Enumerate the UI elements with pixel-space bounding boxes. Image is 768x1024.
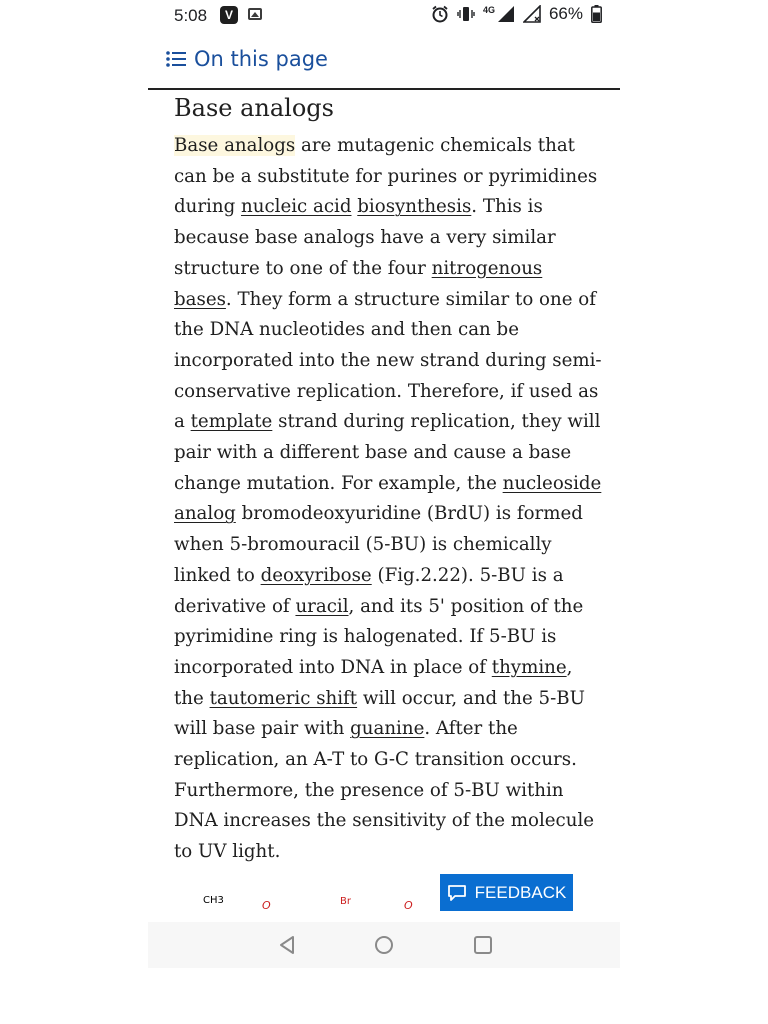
- on-this-page-label: On this page: [194, 47, 328, 71]
- article-link[interactable]: nucleic acid: [241, 196, 352, 218]
- article-paragraph: [174, 131, 604, 868]
- paragraph-text: strand during replication, they will pair with a different base and cause a base change mutation. For example, the: [174, 411, 601, 494]
- highlighted-term: Base analogs: [174, 135, 296, 156]
- signal-icon: [497, 5, 515, 23]
- article-link[interactable]: nitrogenous bases: [174, 257, 543, 310]
- status-bar: [148, 0, 620, 32]
- image-notification-icon: [248, 8, 262, 20]
- battery-percent: 66%: [548, 4, 583, 23]
- recents-icon[interactable]: [472, 934, 494, 956]
- paragraph-text: . After the replication, an A-T to G-C transition occurs. Furthermore, the presence of 5-BU within DNA increases the sensitivity of the molecule to UV light.: [174, 718, 595, 863]
- feedback-button[interactable]: [440, 874, 573, 911]
- system-nav-bar: [148, 922, 620, 968]
- article-link[interactable]: thymine: [491, 656, 567, 678]
- paragraph-text: will occur, and the 5-BU will base pair with: [174, 687, 585, 740]
- article-link[interactable]: template: [190, 411, 273, 433]
- paragraph-text: . This is because base analogs have a very similar structure to one of the four: [174, 196, 556, 279]
- status-time: 5:08: [174, 6, 208, 25]
- list-icon: [166, 50, 186, 68]
- vibrate-icon: [457, 6, 475, 22]
- home-icon[interactable]: [373, 934, 395, 956]
- paragraph-text: are mutagenic chemicals that can be a substitute for purines or pyrimidines during: [174, 135, 598, 218]
- feedback-icon: [447, 884, 467, 902]
- paragraph-text: bromodeoxyuridine (BrdU) is formed when 5-bromouracil (5-BU) is chemically linked to: [174, 503, 583, 586]
- header-divider: [148, 88, 620, 90]
- paragraph-text: . They form a structure similar to one of the DNA nucleotides and then can be incorporated into the new strand during semi-conservative replication. Therefore, if used as a: [174, 288, 602, 433]
- figure-label-bromine: Br: [340, 896, 351, 907]
- phone-screen: [148, 0, 620, 968]
- paragraph-text: , the: [174, 656, 573, 709]
- feedback-label: FEEDBACK: [474, 882, 567, 902]
- figure-label-methyl: CH3: [203, 895, 224, 906]
- article-link[interactable]: deoxyribose: [260, 564, 372, 586]
- network-type: 4G: [482, 5, 495, 15]
- figure-label-oxygen: O: [404, 899, 413, 912]
- paragraph-text: (Fig.2.22). 5-BU is a derivative of: [174, 564, 564, 617]
- section-title: Base analogs: [174, 94, 334, 122]
- app-badge-icon: V: [220, 6, 238, 24]
- article-link[interactable]: guanine: [350, 718, 425, 740]
- paragraph-text: , and its 5' position of the pyrimidine ring is halogenated. If 5-BU is incorporated into DNA in place of: [174, 595, 584, 678]
- article-link[interactable]: nucleoside analog: [174, 472, 602, 525]
- article-link[interactable]: tautomeric shift: [209, 687, 358, 709]
- figure-label-oxygen: O: [262, 899, 271, 912]
- wifi-signal-icon: [523, 5, 541, 23]
- article-link[interactable]: biosynthesis: [357, 196, 472, 218]
- battery-icon: [591, 5, 602, 23]
- alarm-icon: [431, 5, 449, 23]
- status-icons: [431, 4, 602, 24]
- article-link[interactable]: uracil: [295, 595, 349, 617]
- on-this-page-button[interactable]: [166, 47, 328, 71]
- back-icon[interactable]: [276, 934, 298, 956]
